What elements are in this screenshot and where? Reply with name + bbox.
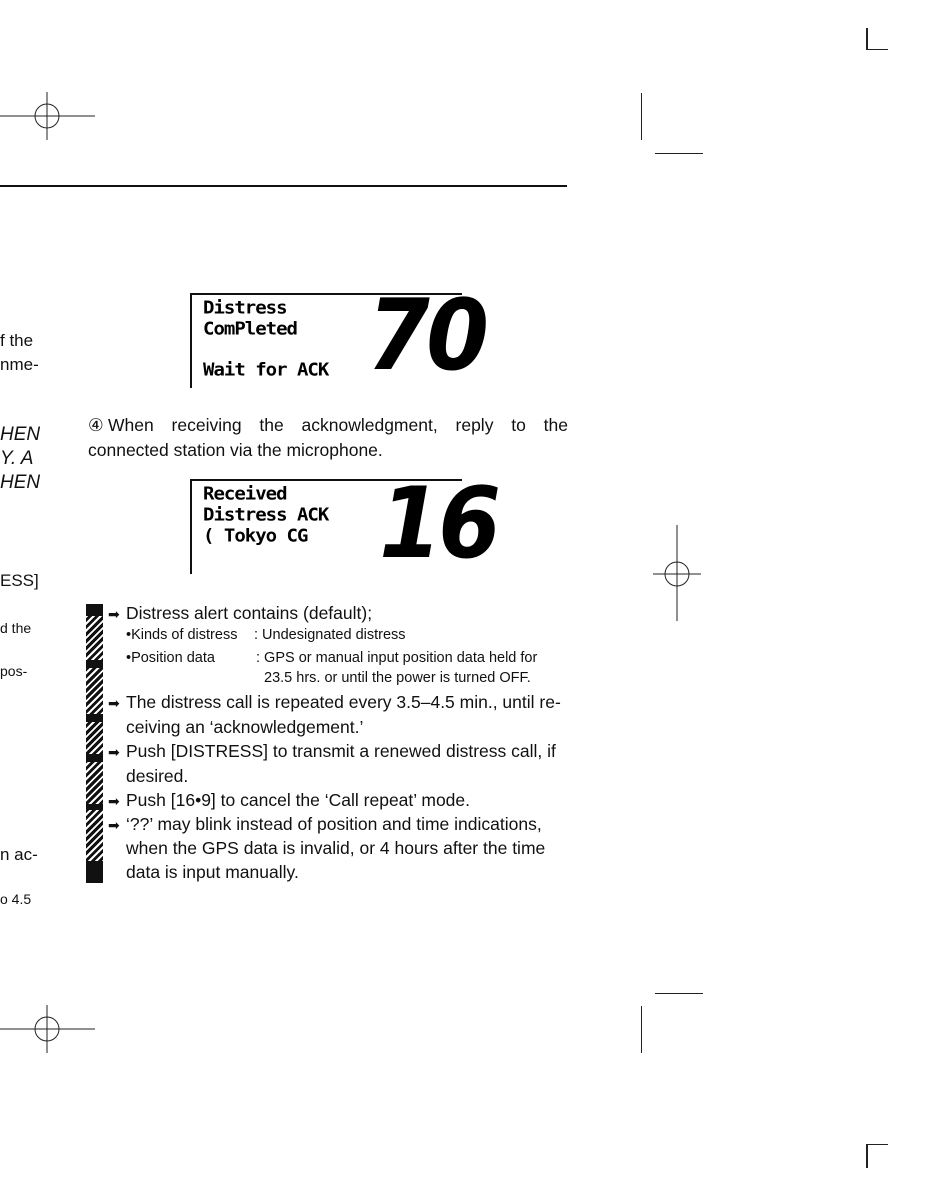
- note-sub-label: •Position data: [126, 650, 215, 666]
- lcd-line: ( Tokyo CG: [203, 525, 308, 547]
- arrow-right-icon: ➡: [108, 606, 120, 622]
- channel-number: 16: [379, 467, 498, 581]
- fragment-text: o 4.5: [0, 891, 32, 907]
- registration-target-icon: [0, 1005, 100, 1055]
- arrow-right-icon: ➡: [108, 817, 120, 833]
- notes-side-bar: [86, 604, 103, 883]
- note-item: ➡ The distress call is repeated every 3.5–4.5 min., until re-: [108, 692, 561, 712]
- arrow-right-icon: ➡: [108, 695, 120, 711]
- note-item-continued: when the GPS data is invalid, or 4 hours after the time: [126, 838, 546, 858]
- step-text: When receiving the acknowledgment, reply to the connected station via the microphone.: [88, 415, 568, 460]
- registration-target-icon: [0, 92, 100, 142]
- fragment-text: n ac-: [0, 845, 38, 864]
- note-sub-value: 23.5 hrs. or until the power is turned OFF.: [264, 670, 531, 686]
- fragment-text: ESS]: [0, 571, 39, 590]
- note-item: ➡ ‘??’ may blink instead of position and time indications,: [108, 814, 542, 834]
- fragment-text: Y. A: [0, 448, 34, 469]
- registration-target-icon: [650, 525, 704, 623]
- fragment-text: nme-: [0, 355, 39, 374]
- lcd-line: Wait for ACK: [203, 359, 329, 381]
- lcd-display-received-ack: [190, 467, 498, 581]
- fragment-text: f the: [0, 331, 34, 350]
- note-item: ➡ Push [DISTRESS] to transmit a renewed distress call, if: [108, 741, 556, 761]
- fragment-text: HEN: [0, 472, 41, 493]
- step-number: ④: [88, 415, 104, 435]
- arrow-right-icon: ➡: [108, 744, 120, 760]
- header-rule: [0, 185, 567, 187]
- fragment-text: d the: [0, 620, 32, 636]
- fragment-text: pos-: [0, 663, 28, 679]
- lcd-line: Received: [203, 483, 287, 505]
- lcd-display-distress-completed: [190, 279, 486, 393]
- step-4-instruction: [88, 413, 568, 463]
- note-item-continued: data is input manually.: [126, 862, 299, 882]
- lcd-line: ComPleted: [203, 318, 297, 340]
- note-sub-value: : GPS or manual input position data held for: [256, 650, 538, 666]
- lcd-line: Distress ACK: [203, 504, 329, 526]
- lcd-line: Distress: [203, 297, 287, 319]
- channel-number: 70: [367, 279, 486, 393]
- note-sub-value: : Undesignated distress: [254, 627, 406, 643]
- note-item-continued: desired.: [126, 766, 189, 786]
- note-item: ➡ Push [16•9] to cancel the ‘Call repeat’ mode.: [108, 790, 471, 810]
- note-item: ➡ Distress alert contains (default);: [108, 603, 373, 623]
- arrow-right-icon: ➡: [108, 793, 120, 809]
- fragment-text: HEN: [0, 424, 41, 445]
- note-item-continued: ceiving an ‘acknowledgement.’: [126, 717, 364, 737]
- note-sub-label: •Kinds of distress: [126, 627, 238, 643]
